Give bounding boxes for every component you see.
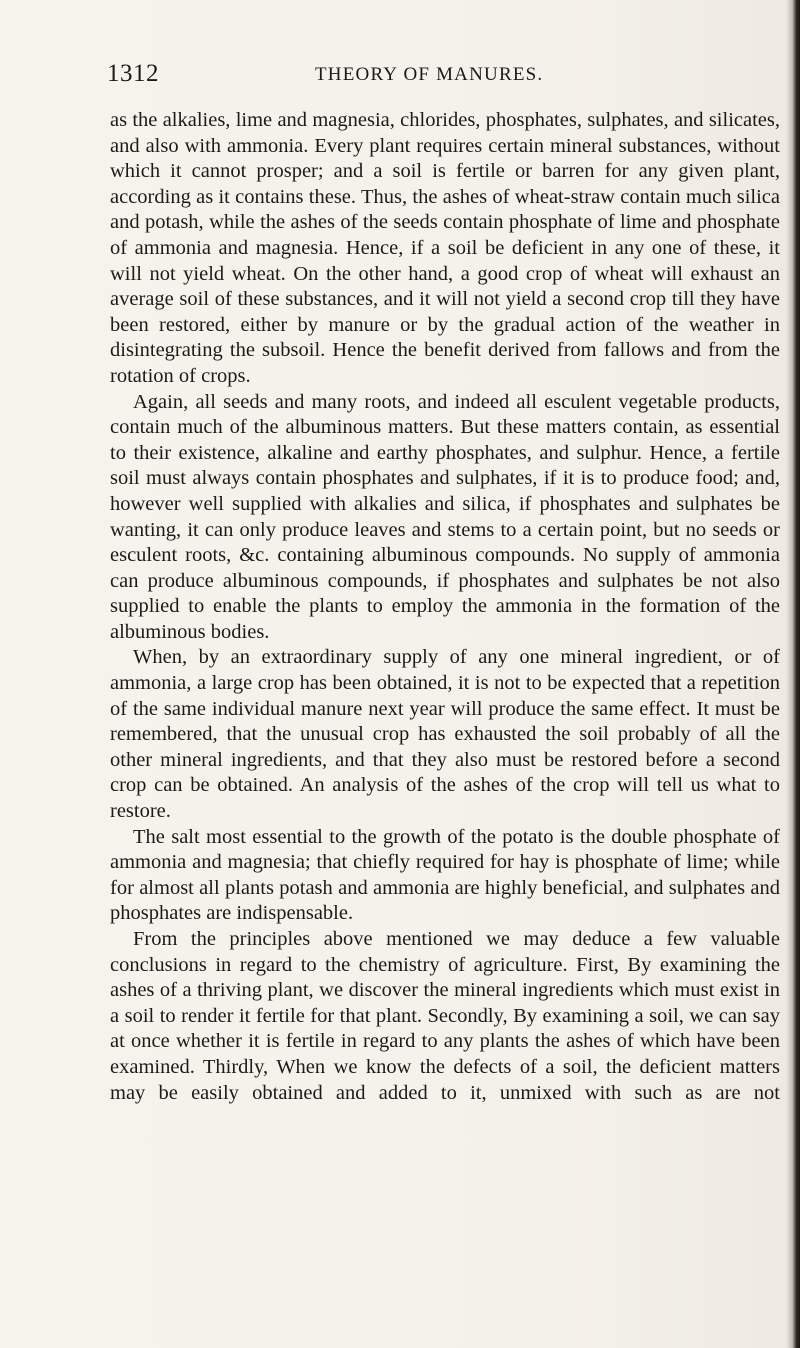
paragraph-3: When, by an extraordinary supply of any one mineral ingredient, or of ammonia, a large crop has been obtained, it is not to be expected that a repetition of the same individual manure next year will produce the same effect. It must be remembered, that the unusual crop has exhausted the soil probably of all the other mineral ingredients, and that they also must be restored before a second crop can be obtained. An analysis of the ashes of the crop will tell us what to restore. xyxy=(110,646,780,823)
page-number: 1312 xyxy=(107,60,159,87)
paragraph-1: as the alkalies, lime and magnesia, chlorides, phosphates, sulphates, and silicates, and also with ammonia. Every plant requires certain mineral substances, without which it cannot prosper; and a soil is fertile or barren for any given plant, according as it contains these. Thus, the ashes of wheat-straw contain much silica and potash, while the ashes of the seeds contain phosphate of lime and phosphate of ammonia and magnesia. Hence, if a soil be deficient in any one of these, it will not yield wheat. On the other hand, a good crop of wheat will exhaust an average soil of these substances, and it will not yield a second crop till they have been restored, either by manure or by the gradual action of the weather in disintegrating the subsoil. Hence the benefit derived from fallows and from the rotation of crops. xyxy=(110,109,780,387)
page-header xyxy=(107,60,779,90)
paragraph-2: Again, all seeds and many roots, and indeed all esculent vegetable products, contain much of the albuminous matters. But these matters contain, as essential to their existence, alkaline and earthy phosphates, and sulphur. Hence, a fertile soil must always contain phosphates and sulphates, if it is to produce food; and, however well supplied with alkalies and silica, if phosphates and sulphates be wanting, it can only produce leaves and stems to a certain point, but no seeds or esculent roots, &c. containing albuminous compounds. No supply of ammonia can produce albuminous compounds, if phosphates and sulphates be not also supplied to enable the plants to employ the ammonia in the formation of the albuminous bodies. xyxy=(110,390,780,643)
running-head: THEORY OF MANURES. xyxy=(315,64,544,85)
page-edge-shadow xyxy=(786,0,800,1348)
paragraph-5: From the principles above mentioned we may deduce a few valuable conclusions in regard to the chemistry of agriculture. First, By examining the ashes of a thriving plant, we discover the mineral ingredients which must exist in a soil to render it fertile for that plant. Secondly, By examining a soil, we can say at once whether it is fertile in regard to any plants the ashes of which have been examined. Thirdly, When we know the defects of a soil, the deficient matters may be easily obtained and added to it, unmixed with such as are not xyxy=(110,928,780,1104)
body-text xyxy=(110,108,780,1106)
paragraph-4: The salt most essential to the growth of the potato is the double phosphate of ammonia and magnesia; that chiefly required for hay is phosphate of lime; while for almost all plants potash and ammonia are highly beneficial, and sulphates and phosphates are indispensable. xyxy=(110,825,780,925)
